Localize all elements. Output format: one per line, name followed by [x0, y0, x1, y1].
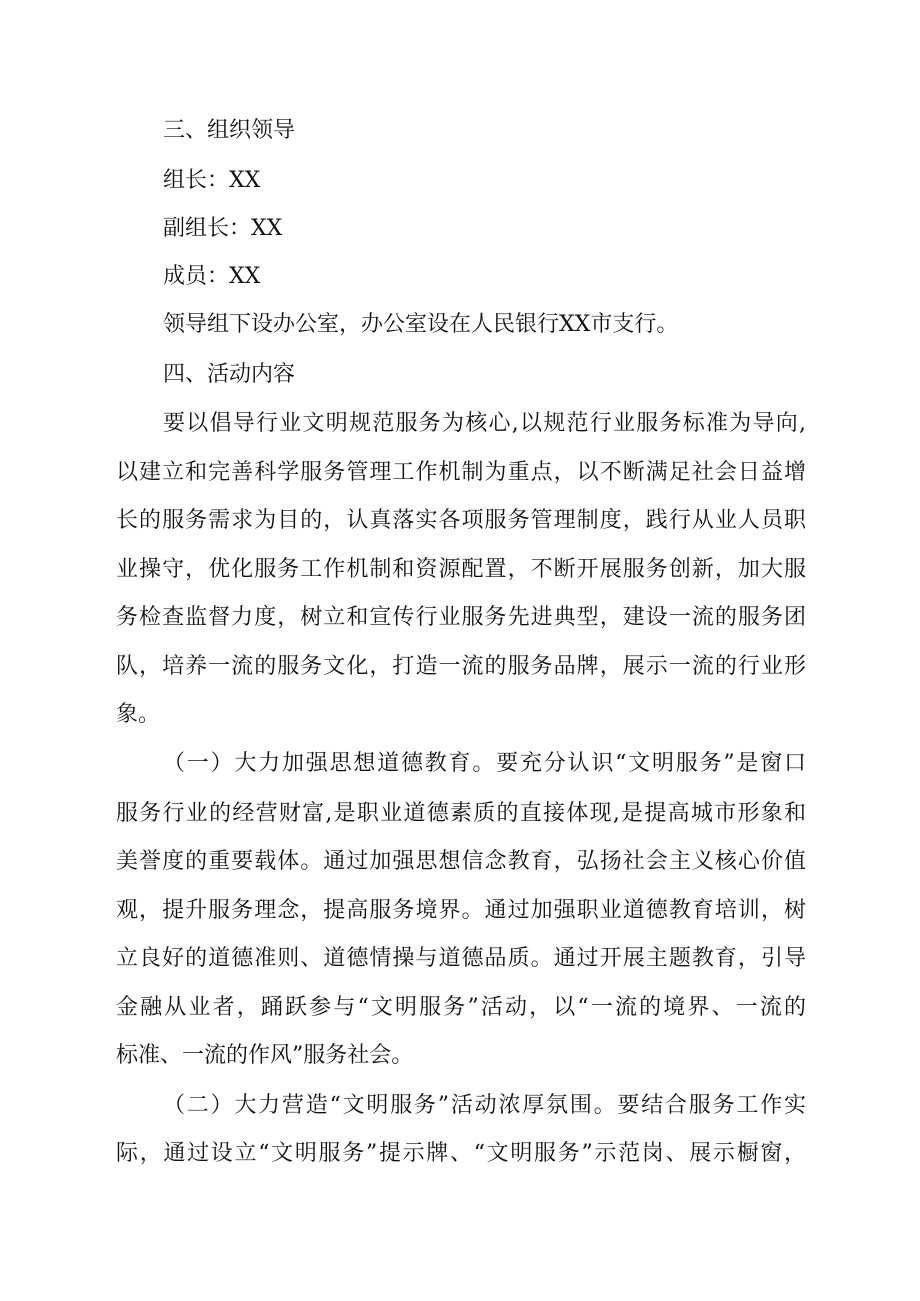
- paragraph-line: 标准、一流的作风”服务社会。: [116, 1043, 414, 1068]
- leader-line: 组长：XX: [163, 168, 261, 193]
- paragraph-line: 观，提升服务理念，提高服务境界。通过加强职业道德教育培训，树: [116, 898, 806, 923]
- paragraph-line: （二）大力营造“文明服务”活动浓厚氛围。要结合服务工作实: [163, 1093, 806, 1118]
- paragraph-line: 业操守，优化服务工作机制和资源配置，不断开展服务创新，加大服: [116, 557, 806, 582]
- paragraph-line: 际，通过设立“文明服务”提示牌、“文明服务”示范岗、展示橱窗，: [116, 1141, 806, 1166]
- members-line: 成员：XX: [163, 264, 261, 289]
- paragraph-line: 象。: [116, 702, 161, 727]
- section-heading-activities: 四、活动内容: [163, 362, 296, 387]
- paragraph-line: 以建立和完善科学服务管理工作机制为重点，以不断满足社会日益增: [116, 460, 806, 485]
- office-note-line: 领导组下设办公室，办公室设在人民银行XX市支行。: [163, 312, 679, 337]
- paragraph-line: 要以倡导行业文明规范服务为核心,以规范行业服务标准为导向,: [163, 411, 806, 436]
- deputy-leader-line: 副组长：XX: [163, 216, 283, 241]
- paragraph-line: 服务行业的经营财富,是职业道德素质的直接体现,是提高城市形象和: [116, 801, 806, 826]
- section-heading-organization: 三、组织领导: [163, 118, 296, 143]
- paragraph-line: 务检查监督力度，树立和宣传行业服务先进典型，建设一流的服务团: [116, 605, 806, 630]
- paragraph-line: 队，培养一流的服务文化，打造一流的服务品牌，展示一流的行业形: [116, 654, 806, 679]
- paragraph-line: （一）大力加强思想道德教育。要充分认识“文明服务”是窗口: [163, 751, 806, 776]
- paragraph-line: 长的服务需求为目的，认真落实各项服务管理制度，践行从业人员职: [116, 508, 806, 533]
- paragraph-line: 美誉度的重要载体。通过加强思想信念教育，弘扬社会主义核心价值: [116, 849, 806, 874]
- paragraph-line: 金融从业者，踊跃参与“文明服务”活动，以“一流的境界、一流的: [116, 995, 806, 1020]
- paragraph-line: 立良好的道德准则、道德情操与道德品质。通过开展主题教育，引导: [116, 946, 806, 971]
